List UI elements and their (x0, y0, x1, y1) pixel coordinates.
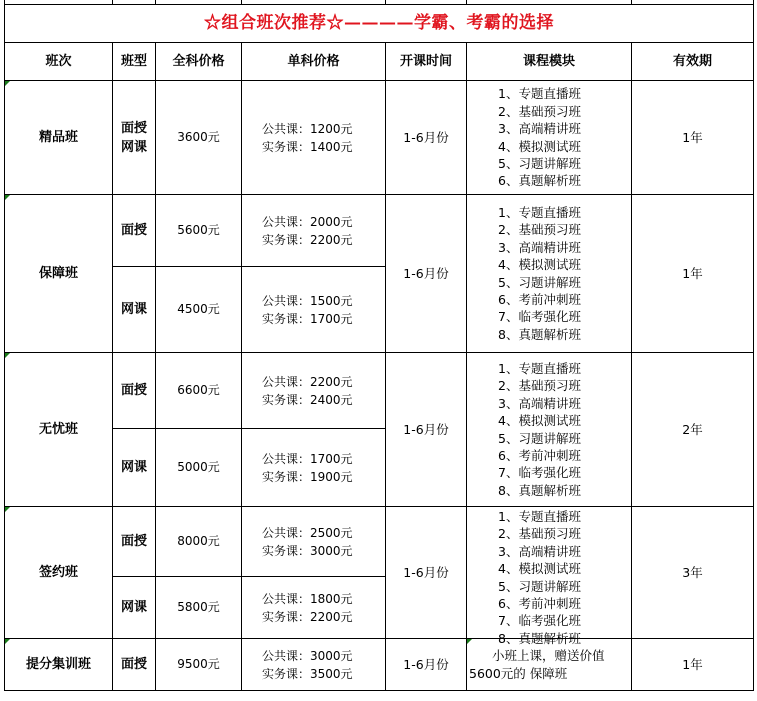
module-item: 1、专题直播班 (498, 509, 581, 524)
class-name: 精品班 (5, 81, 113, 195)
class-name: 提分集训班 (5, 639, 113, 691)
module-item: 5、习题讲解班 (498, 274, 581, 290)
title-row (5, 5, 754, 43)
single-price-line: 公共课：2000元 (262, 214, 353, 229)
start-time: 1-6月份 (386, 507, 467, 639)
single-price (242, 639, 386, 691)
table-row (5, 195, 754, 267)
full-price: 4500元 (156, 267, 242, 353)
single-price (242, 429, 386, 507)
single-price-line: 实务课：2200元 (262, 232, 353, 247)
start-time: 1-6月份 (386, 639, 467, 691)
table-row (5, 639, 754, 691)
single-price-line: 公共课：1500元 (262, 293, 353, 308)
full-price: 3600元 (156, 81, 242, 195)
module-item: 1、专题直播班 (498, 86, 581, 102)
module-item: 5、习题讲解班 (498, 155, 581, 171)
class-type: 网课 (113, 577, 156, 639)
single-price-line: 实务课：3000元 (262, 543, 353, 558)
full-price: 6600元 (156, 353, 242, 429)
header-full-price: 全科价格 (156, 43, 242, 81)
bonus-note-line: 小班上课，赠送价值 (492, 647, 605, 663)
validity: 1年 (632, 195, 754, 353)
class-name: 签约班 (5, 507, 113, 639)
full-price: 8000元 (156, 507, 242, 577)
full-price: 5000元 (156, 429, 242, 507)
module-list (467, 195, 632, 353)
module-item: 6、考前冲刺班 (498, 596, 581, 612)
module-list (467, 507, 632, 646)
single-price-line: 实务课：2200元 (262, 609, 353, 624)
type-line: 网课 (120, 139, 147, 155)
table-row (5, 81, 754, 195)
module-list (467, 353, 632, 507)
class-name: 保障班 (5, 195, 113, 353)
class-type (113, 81, 156, 195)
module-item: 8、真题解析班 (498, 482, 581, 498)
full-price: 9500元 (156, 639, 242, 691)
module-item: 3、高端精讲班 (498, 239, 581, 255)
full-price: 5800元 (156, 577, 242, 639)
bonus-note (467, 639, 632, 691)
single-price-line: 公共课：3000元 (262, 648, 353, 663)
module-item: 2、基础预习班 (498, 103, 581, 119)
module-item: 7、临考强化班 (498, 613, 581, 629)
module-item: 6、考前冲刺班 (498, 291, 581, 307)
module-item: 5、习题讲解班 (498, 430, 581, 446)
course-pricing-table (4, 0, 754, 691)
single-price-line: 实务课：1700元 (262, 311, 353, 326)
header-modules: 课程模块 (467, 43, 632, 81)
single-price (242, 267, 386, 353)
table-row (5, 507, 754, 577)
module-item: 8、真题解析班 (498, 326, 581, 342)
single-price (242, 81, 386, 195)
module-item: 7、临考强化班 (498, 309, 581, 325)
module-item: 7、临考强化班 (498, 465, 581, 481)
module-item: 3、高端精讲班 (498, 121, 581, 137)
module-item: 1、专题直播班 (498, 360, 581, 376)
validity: 1年 (632, 81, 754, 195)
table-title: ☆组合班次推荐☆————学霸、考霸的选择 (5, 5, 754, 43)
header-validity: 有效期 (632, 43, 754, 81)
header-type: 班型 (113, 43, 156, 81)
full-price: 5600元 (156, 195, 242, 267)
validity: 1年 (632, 639, 754, 691)
single-price (242, 507, 386, 577)
single-price (242, 195, 386, 267)
module-item: 4、模拟测试班 (498, 413, 581, 429)
single-price (242, 353, 386, 429)
single-price-line: 公共课：2500元 (262, 525, 353, 540)
class-type: 网课 (113, 267, 156, 353)
validity: 2年 (632, 353, 754, 507)
module-item: 6、真题解析班 (498, 173, 581, 189)
class-type: 面授 (113, 507, 156, 577)
module-item: 8、真题解析班 (498, 630, 581, 646)
module-item: 3、高端精讲班 (498, 395, 581, 411)
module-item: 1、专题直播班 (498, 204, 581, 220)
module-item: 5、习题讲解班 (498, 578, 581, 594)
module-item: 2、基础预习班 (498, 222, 581, 238)
single-price-line: 实务课：1400元 (262, 139, 353, 154)
module-item: 2、基础预习班 (498, 526, 581, 542)
single-price-line: 实务课：3500元 (262, 666, 353, 681)
start-time: 1-6月份 (386, 81, 467, 195)
module-list (467, 81, 632, 195)
class-type: 面授 (113, 353, 156, 429)
single-price-line: 公共课：2200元 (262, 374, 353, 389)
bonus-note-line: 5600元的 保障班 (469, 665, 568, 681)
start-time: 1-6月份 (386, 353, 467, 507)
module-item: 3、高端精讲班 (498, 543, 581, 559)
type-line: 面授 (120, 120, 147, 136)
single-price-line: 公共课：1200元 (262, 121, 353, 136)
course-table-wrapper (4, 0, 753, 691)
table-row (5, 353, 754, 429)
header-row (5, 43, 754, 81)
class-type: 面授 (113, 195, 156, 267)
single-price-line: 公共课：1700元 (262, 451, 353, 466)
single-price (242, 577, 386, 639)
class-name: 无忧班 (5, 353, 113, 507)
class-type: 网课 (113, 429, 156, 507)
module-item: 4、模拟测试班 (498, 138, 581, 154)
module-item: 4、模拟测试班 (498, 561, 581, 577)
single-price-line: 公共课：1800元 (262, 591, 353, 606)
class-type: 面授 (113, 639, 156, 691)
start-time: 1-6月份 (386, 195, 467, 353)
header-single-price: 单科价格 (242, 43, 386, 81)
module-item: 6、考前冲刺班 (498, 447, 581, 463)
validity: 3年 (632, 507, 754, 639)
header-start-time: 开课时间 (386, 43, 467, 81)
module-item: 2、基础预习班 (498, 378, 581, 394)
module-list-clip (498, 507, 631, 646)
module-item: 4、模拟测试班 (498, 257, 581, 273)
single-price-line: 实务课：2400元 (262, 392, 353, 407)
header-class: 班次 (5, 43, 113, 81)
single-price-line: 实务课：1900元 (262, 469, 353, 484)
